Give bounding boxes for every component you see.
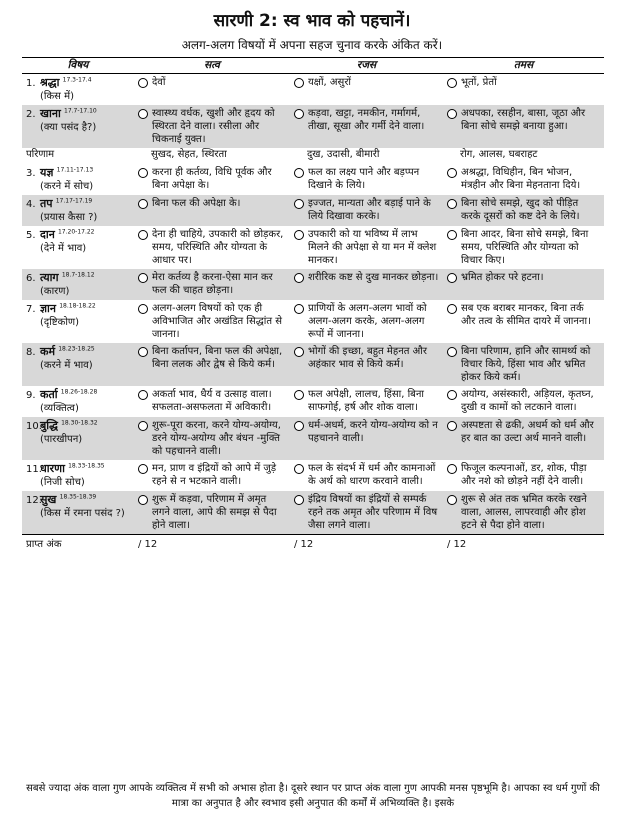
verse-reference: 18.33-18.35 [68, 462, 105, 470]
radio-circle-icon[interactable] [138, 464, 148, 474]
satva-text: देवों [152, 77, 166, 88]
tamas-option[interactable] [447, 493, 600, 532]
parinam-rajas: दुख, उदासी, बीमारी [307, 149, 380, 160]
gunas-table [22, 57, 604, 553]
radio-circle-icon[interactable] [447, 495, 457, 505]
tamas-text: भ्रमित होकर परे हटना। [461, 272, 544, 283]
topic-number: 12. [26, 495, 42, 506]
rajas-text: इंद्रिय विषयों का इंद्रियों से सम्पर्क रहने तक अमृत और परिणाम में विष जैसा लगने वाला। [308, 494, 438, 531]
radio-circle-icon[interactable] [447, 304, 457, 314]
topic-line [26, 462, 130, 476]
rajas-text: धर्म-अधर्म, करने योग्य-अयोग्य को न पहचानने वाली। [308, 420, 438, 444]
tamas-option[interactable] [447, 271, 600, 284]
tamas-option[interactable] [447, 166, 600, 192]
satva-cell [134, 74, 290, 106]
topic-subtitle: (निजी सोच) [40, 477, 85, 488]
topic-line [26, 388, 130, 402]
radio-circle-icon[interactable] [138, 78, 148, 88]
satva-text: शुरू में कड़वा, परिणाम में अमृत लगने वाला, आपे की समझ से पैदा होने वाला। [152, 494, 277, 531]
header-vishay: विषय [22, 58, 134, 74]
topic-line [26, 107, 130, 121]
tamas-cell [443, 269, 604, 300]
topic-number: 3. [26, 168, 36, 179]
satva-cell [134, 417, 290, 460]
score-tamas: / 12 [443, 535, 604, 554]
satva-cell [134, 226, 290, 269]
topic-line [26, 166, 130, 180]
topic-name: त्याग [40, 271, 59, 284]
topic-line [26, 76, 130, 90]
header-satva: सत्व [134, 58, 290, 74]
rajas-cell [290, 300, 443, 343]
radio-circle-icon[interactable] [138, 347, 148, 357]
radio-circle-icon[interactable] [294, 199, 304, 209]
topic-subtitle: (करने में सोच) [40, 181, 94, 192]
topic-name: तप [40, 197, 53, 210]
tamas-text: सब एक बराबर मानकर, बिना तर्क और तत्व के सीमित दायरे में जानना। [461, 303, 591, 327]
topic-cell [22, 269, 134, 300]
table-row [22, 460, 604, 491]
rajas-option[interactable] [294, 462, 439, 488]
topic-line [26, 302, 130, 316]
rajas-text: फल का लक्ष्य पाने और बड़प्पन दिखाने के लिये। [308, 167, 420, 191]
tamas-text: भूतों, प्रेतों [461, 77, 497, 88]
rajas-option[interactable] [294, 271, 439, 284]
rajas-cell [290, 74, 443, 106]
table-body [22, 74, 604, 554]
topic-line [26, 271, 130, 285]
parinam-label: परिणाम [26, 149, 55, 160]
radio-circle-icon[interactable] [138, 199, 148, 209]
topic-name: सुख [40, 493, 57, 506]
satva-cell [134, 343, 290, 386]
topic-cell [22, 164, 134, 195]
satva-option[interactable] [138, 107, 286, 146]
satva-cell [134, 386, 290, 417]
tamas-text: अयोग्य, असंस्कारी, अड़ियल, कृतघ्न, दुखी व कामों को लटकाने वाला। [461, 389, 594, 413]
tamas-cell [443, 491, 604, 535]
radio-circle-icon[interactable] [447, 347, 457, 357]
tamas-option[interactable] [447, 107, 600, 133]
tamas-text: अधपका, रसहीन, बासा, जूठा और बिना सोचे समझे बनाया हुआ। [461, 108, 586, 132]
rajas-text: इज्जत, मान्यता और बड़ाई पाने के लिये दिखावा करके। [308, 198, 431, 222]
tamas-text: फिजूल कल्पनाओं, डर, शोक, पीड़ा और नशे को छोड़ने नहीं देने वाली। [461, 463, 587, 487]
topic-number: 10. [26, 421, 42, 432]
topic-number: 5. [26, 230, 36, 241]
topic-subtitle: (करने में भाव) [40, 360, 93, 371]
page-subtitle: अलग-अलग विषयों में अपना सहज चुनाव करके अंकित करें। [181, 38, 443, 52]
satva-text: मेरा कर्तव्य है करना-ऐसा मान कर फल की चाहत छोड़ना। [152, 272, 273, 296]
verse-reference: 18.26-18.28 [60, 388, 98, 396]
tamas-text: अश्रद्धा, विधिहीन, बिन भोजन, मंत्रहीन और बिना मेहनताना दिये। [461, 167, 581, 191]
rajas-cell [290, 269, 443, 300]
table-row [22, 491, 604, 535]
radio-circle-icon[interactable] [447, 109, 457, 119]
topic-cell [22, 386, 134, 417]
parinam-row [22, 148, 604, 164]
topic-subtitle: (क्या पसंद है?) [40, 122, 97, 133]
table-row [22, 300, 604, 343]
page-title: सारणी 2: स्व भाव को पहचानें। [213, 11, 411, 31]
score-rajas: / 12 [290, 535, 443, 554]
parinam-tamas: रोग, आलस, घबराहट [460, 149, 538, 160]
satva-text: बिना कर्तापन, बिना फल की अपेक्षा, बिना ललक और द्वेष से किये कर्म। [152, 346, 283, 370]
radio-circle-icon[interactable] [447, 464, 457, 474]
rajas-option[interactable] [294, 228, 439, 267]
topic-line [26, 345, 130, 359]
satva-cell [134, 460, 290, 491]
tamas-option[interactable] [447, 302, 600, 328]
tamas-text: अस्पष्टता से ढकी, अधर्म को धर्म और हर बात का उल्टा अर्थ मानने वाली। [461, 420, 594, 444]
satva-option[interactable] [138, 493, 286, 532]
tamas-text: बिना परिणाम, हानि और सामर्थ्य को विचार किये, हिंसा भाव और भ्रमित होकर किये कर्म। [461, 346, 591, 383]
topic-number: 6. [26, 273, 36, 284]
radio-circle-icon[interactable] [294, 304, 304, 314]
verse-reference: 18.35-18.39 [59, 493, 97, 501]
radio-circle-icon[interactable] [294, 347, 304, 357]
rajas-cell [290, 343, 443, 386]
satva-text: स्वास्थ्य वर्धक, खुशी और हृदय को स्थिरता देने वाला। रसीला और चिकनाई युक्त। [152, 108, 275, 145]
tamas-cell [443, 300, 604, 343]
rajas-text: कड़वा, खट्टा, नमकीन, गर्मागर्म, तीखा, सूखा और गर्मी देने वाला। [308, 108, 425, 132]
rajas-cell [290, 417, 443, 460]
rajas-text: फल के संदर्भ में धर्म और कामनाओं के अर्थ को धारण करवाने वाली। [308, 463, 436, 487]
satva-option[interactable] [138, 419, 286, 458]
verse-reference: 17.17-17.19 [55, 197, 93, 205]
rajas-cell [290, 386, 443, 417]
satva-text: अलग-अलग विषयों को एक ही अविभाजित और अखंडित सिद्धांत से जानना। [152, 303, 283, 340]
radio-circle-icon[interactable] [138, 390, 148, 400]
tamas-option[interactable] [447, 345, 600, 384]
tamas-text: बिना आदर, बिना सोचे समझे, बिना समय, परिस्थिति और योग्यता को विचार किए। [461, 229, 589, 266]
topic-subtitle: (प्रयास कैसा ?) [40, 212, 98, 223]
radio-circle-icon[interactable] [447, 168, 457, 178]
radio-circle-icon[interactable] [138, 230, 148, 240]
satva-option[interactable] [138, 345, 286, 371]
header-rajas: रजस [290, 58, 443, 74]
radio-circle-icon[interactable] [138, 304, 148, 314]
topic-name: श्रद्धा [40, 76, 60, 89]
topic-name: कर्ता [40, 388, 58, 401]
radio-circle-icon[interactable] [294, 78, 304, 88]
satva-cell [134, 300, 290, 343]
tamas-text: बिना सोचे समझे, खुद को पीड़ित करके दूसरों को कष्ट देने के लिये। [461, 198, 580, 222]
satva-cell [134, 195, 290, 226]
tamas-option[interactable] [447, 419, 600, 445]
radio-circle-icon[interactable] [447, 199, 457, 209]
rajas-option[interactable] [294, 166, 439, 192]
topic-subtitle: (व्यक्तित्व) [40, 403, 79, 414]
rajas-option[interactable] [294, 345, 439, 371]
satva-text: शुरू-पूरा करना, करने योग्य-अयोग्य, डरने योग्य-अयोग्य और बंधन -मुक्ति को पहचानने वाली। [152, 420, 281, 457]
satva-option[interactable] [138, 228, 286, 267]
topic-subtitle: (देने में भाव) [40, 243, 87, 254]
verse-reference: 18.30-18.32 [61, 419, 98, 427]
radio-circle-icon[interactable] [447, 390, 457, 400]
score-row [22, 535, 604, 554]
topic-number: 2. [26, 109, 36, 120]
tamas-cell [443, 74, 604, 106]
tamas-cell [443, 460, 604, 491]
topic-cell [22, 460, 134, 491]
satva-text: करना ही कर्तव्य, विधि पूर्वक और बिना अपेक्षा के। [152, 167, 272, 191]
rajas-option[interactable] [294, 419, 439, 445]
topic-cell [22, 74, 134, 106]
topic-number: 7. [26, 304, 36, 315]
topic-cell [22, 417, 134, 460]
rajas-option[interactable] [294, 76, 439, 89]
topic-number: 4. [26, 199, 36, 210]
table-row [22, 269, 604, 300]
rajas-cell [290, 460, 443, 491]
radio-circle-icon[interactable] [138, 168, 148, 178]
satva-option[interactable] [138, 76, 286, 89]
table-row [22, 417, 604, 460]
rajas-option[interactable] [294, 388, 439, 414]
rajas-text: प्राणियों के अलग-अलग भावों को अलग-अलग करके, अलग-अलग रूपों में जानना। [308, 303, 427, 340]
tamas-cell [443, 105, 604, 148]
topic-cell [22, 300, 134, 343]
score-label: प्राप्त अंक [22, 535, 134, 554]
topic-subtitle: (दृष्टिकोण) [40, 317, 80, 328]
header-tamas: तमस [443, 58, 604, 74]
tamas-cell [443, 195, 604, 226]
topic-number: 8. [26, 347, 36, 358]
topic-cell [22, 105, 134, 148]
topic-name: धारणा [40, 462, 65, 475]
footer-note: सबसे ज्यादा अंक वाला गुण आपके व्यक्तित्व में सभी को अभास होता है। दूसरे स्थान पर प्राप्त अंक वाला गुण आपकी मनस पृष्ठभूमि है। आपका स्व धर्म गुणों की मात्रा का अनुपात है और स्वभाव इसी अनुपात की कर्मों में अभिव्यक्ति है। इसके [26, 783, 600, 809]
score-satva: / 12 [134, 535, 290, 554]
satva-option[interactable] [138, 197, 286, 210]
satva-text: देना ही चाहिये, उपकारी को छोड़कर, समय, परिस्थिति और योग्यता के आधार पर। [152, 229, 284, 266]
radio-circle-icon[interactable] [294, 464, 304, 474]
radio-circle-icon[interactable] [294, 230, 304, 240]
tamas-option[interactable] [447, 228, 600, 267]
rajas-option[interactable] [294, 302, 439, 341]
verse-reference: 18.7-18.12 [61, 271, 95, 279]
radio-circle-icon[interactable] [294, 168, 304, 178]
satva-text: मन, प्राण व इंद्रियों को आपे में जुड़े रहने से न भटकाने वाली। [152, 463, 277, 487]
rajas-text: फल अपेक्षी, लालच, हिंसा, बिना साफगोई, हर्ष और शोक वाला। [308, 389, 425, 413]
topic-subtitle: (कारण) [40, 286, 70, 297]
topic-subtitle: (किस में) [40, 91, 74, 102]
topic-cell [22, 195, 134, 226]
satva-option[interactable] [138, 302, 286, 341]
radio-circle-icon[interactable] [294, 495, 304, 505]
rajas-text: उपकारी को या भविष्य में लाभ मिलने की अपेक्षा से या मन में क्लेश मानकर। [308, 229, 437, 266]
table-row [22, 386, 604, 417]
verse-reference: 17.20-17.22 [57, 228, 95, 236]
verse-reference: 17.3-17.4 [62, 76, 92, 84]
tamas-cell [443, 164, 604, 195]
table-row [22, 195, 604, 226]
satva-text: अकर्ता भाव, धैर्य व उत्साह वाला। सफलता-असफलता में अविकारी। [152, 389, 272, 413]
radio-circle-icon[interactable] [138, 273, 148, 283]
radio-circle-icon[interactable] [138, 495, 148, 505]
table-row [22, 164, 604, 195]
satva-cell [134, 105, 290, 148]
rajas-cell [290, 491, 443, 535]
topic-number: 1. [26, 78, 36, 89]
satva-cell [134, 269, 290, 300]
topic-subtitle: (पारखीपन) [40, 434, 83, 445]
tamas-option[interactable] [447, 388, 600, 414]
rajas-text: यक्षों, असुरों [308, 77, 351, 88]
topic-name: कर्म [40, 345, 56, 358]
verse-reference: 18.23-18.25 [58, 345, 95, 353]
satva-option[interactable] [138, 166, 286, 192]
topic-line [26, 228, 130, 242]
tamas-option[interactable] [447, 462, 600, 488]
tamas-cell [443, 226, 604, 269]
rajas-option[interactable] [294, 493, 439, 532]
rajas-cell [290, 195, 443, 226]
rajas-cell [290, 105, 443, 148]
satva-text: बिना फल की अपेक्षा के। [152, 198, 241, 209]
topic-line [26, 493, 130, 507]
satva-option[interactable] [138, 388, 286, 414]
rajas-option[interactable] [294, 107, 439, 133]
tamas-cell [443, 417, 604, 460]
topic-subtitle: (किस में रमना पसंद ?) [40, 508, 125, 519]
satva-option[interactable] [138, 462, 286, 488]
verse-reference: 17.7-17.10 [64, 107, 97, 115]
radio-circle-icon[interactable] [447, 230, 457, 240]
topic-name: यज्ञ [40, 166, 54, 179]
tamas-cell [443, 386, 604, 417]
topic-number: 11. [26, 464, 42, 475]
header-row [22, 58, 604, 74]
topic-line [26, 197, 130, 211]
rajas-option[interactable] [294, 197, 439, 223]
topic-cell [22, 491, 134, 535]
radio-circle-icon[interactable] [447, 421, 457, 431]
topic-name: बुद्धि [40, 419, 58, 432]
rajas-cell [290, 164, 443, 195]
verse-reference: 18.18-18.22 [59, 302, 96, 310]
parinam-satva: सुखद, सेहत, स्थिरता [151, 149, 227, 160]
table-row [22, 74, 604, 106]
tamas-option[interactable] [447, 76, 600, 89]
satva-cell [134, 491, 290, 535]
radio-circle-icon[interactable] [294, 273, 304, 283]
rajas-text: भोगों की इच्छा, बहुत मेहनत और अहंकार भाव से किये कर्म। [308, 346, 427, 370]
radio-circle-icon[interactable] [447, 78, 457, 88]
rajas-cell [290, 226, 443, 269]
topic-cell [22, 343, 134, 386]
satva-cell [134, 164, 290, 195]
table-row [22, 226, 604, 269]
verse-reference: 17.11-17.13 [56, 166, 94, 174]
tamas-option[interactable] [447, 197, 600, 223]
radio-circle-icon[interactable] [138, 421, 148, 431]
table-row [22, 105, 604, 148]
topic-line [26, 419, 130, 433]
radio-circle-icon[interactable] [447, 273, 457, 283]
radio-circle-icon[interactable] [294, 390, 304, 400]
radio-circle-icon[interactable] [294, 109, 304, 119]
topic-number: 9. [26, 390, 36, 401]
topic-cell [22, 226, 134, 269]
topic-name: दान [40, 228, 55, 241]
satva-option[interactable] [138, 271, 286, 297]
topic-name: खाना [40, 107, 61, 120]
table-row [22, 343, 604, 386]
radio-circle-icon[interactable] [294, 421, 304, 431]
radio-circle-icon[interactable] [138, 109, 148, 119]
tamas-text: शुरू से अंत तक भ्रमित करके रखने वाला, आलस, लापरवाही और होश हटने से पैदा होने वाला। [461, 494, 587, 531]
rajas-text: शरीरिक कष्ट से दुख मानकर छोड़ना। [308, 272, 439, 283]
tamas-cell [443, 343, 604, 386]
topic-name: ज्ञान [40, 302, 57, 315]
